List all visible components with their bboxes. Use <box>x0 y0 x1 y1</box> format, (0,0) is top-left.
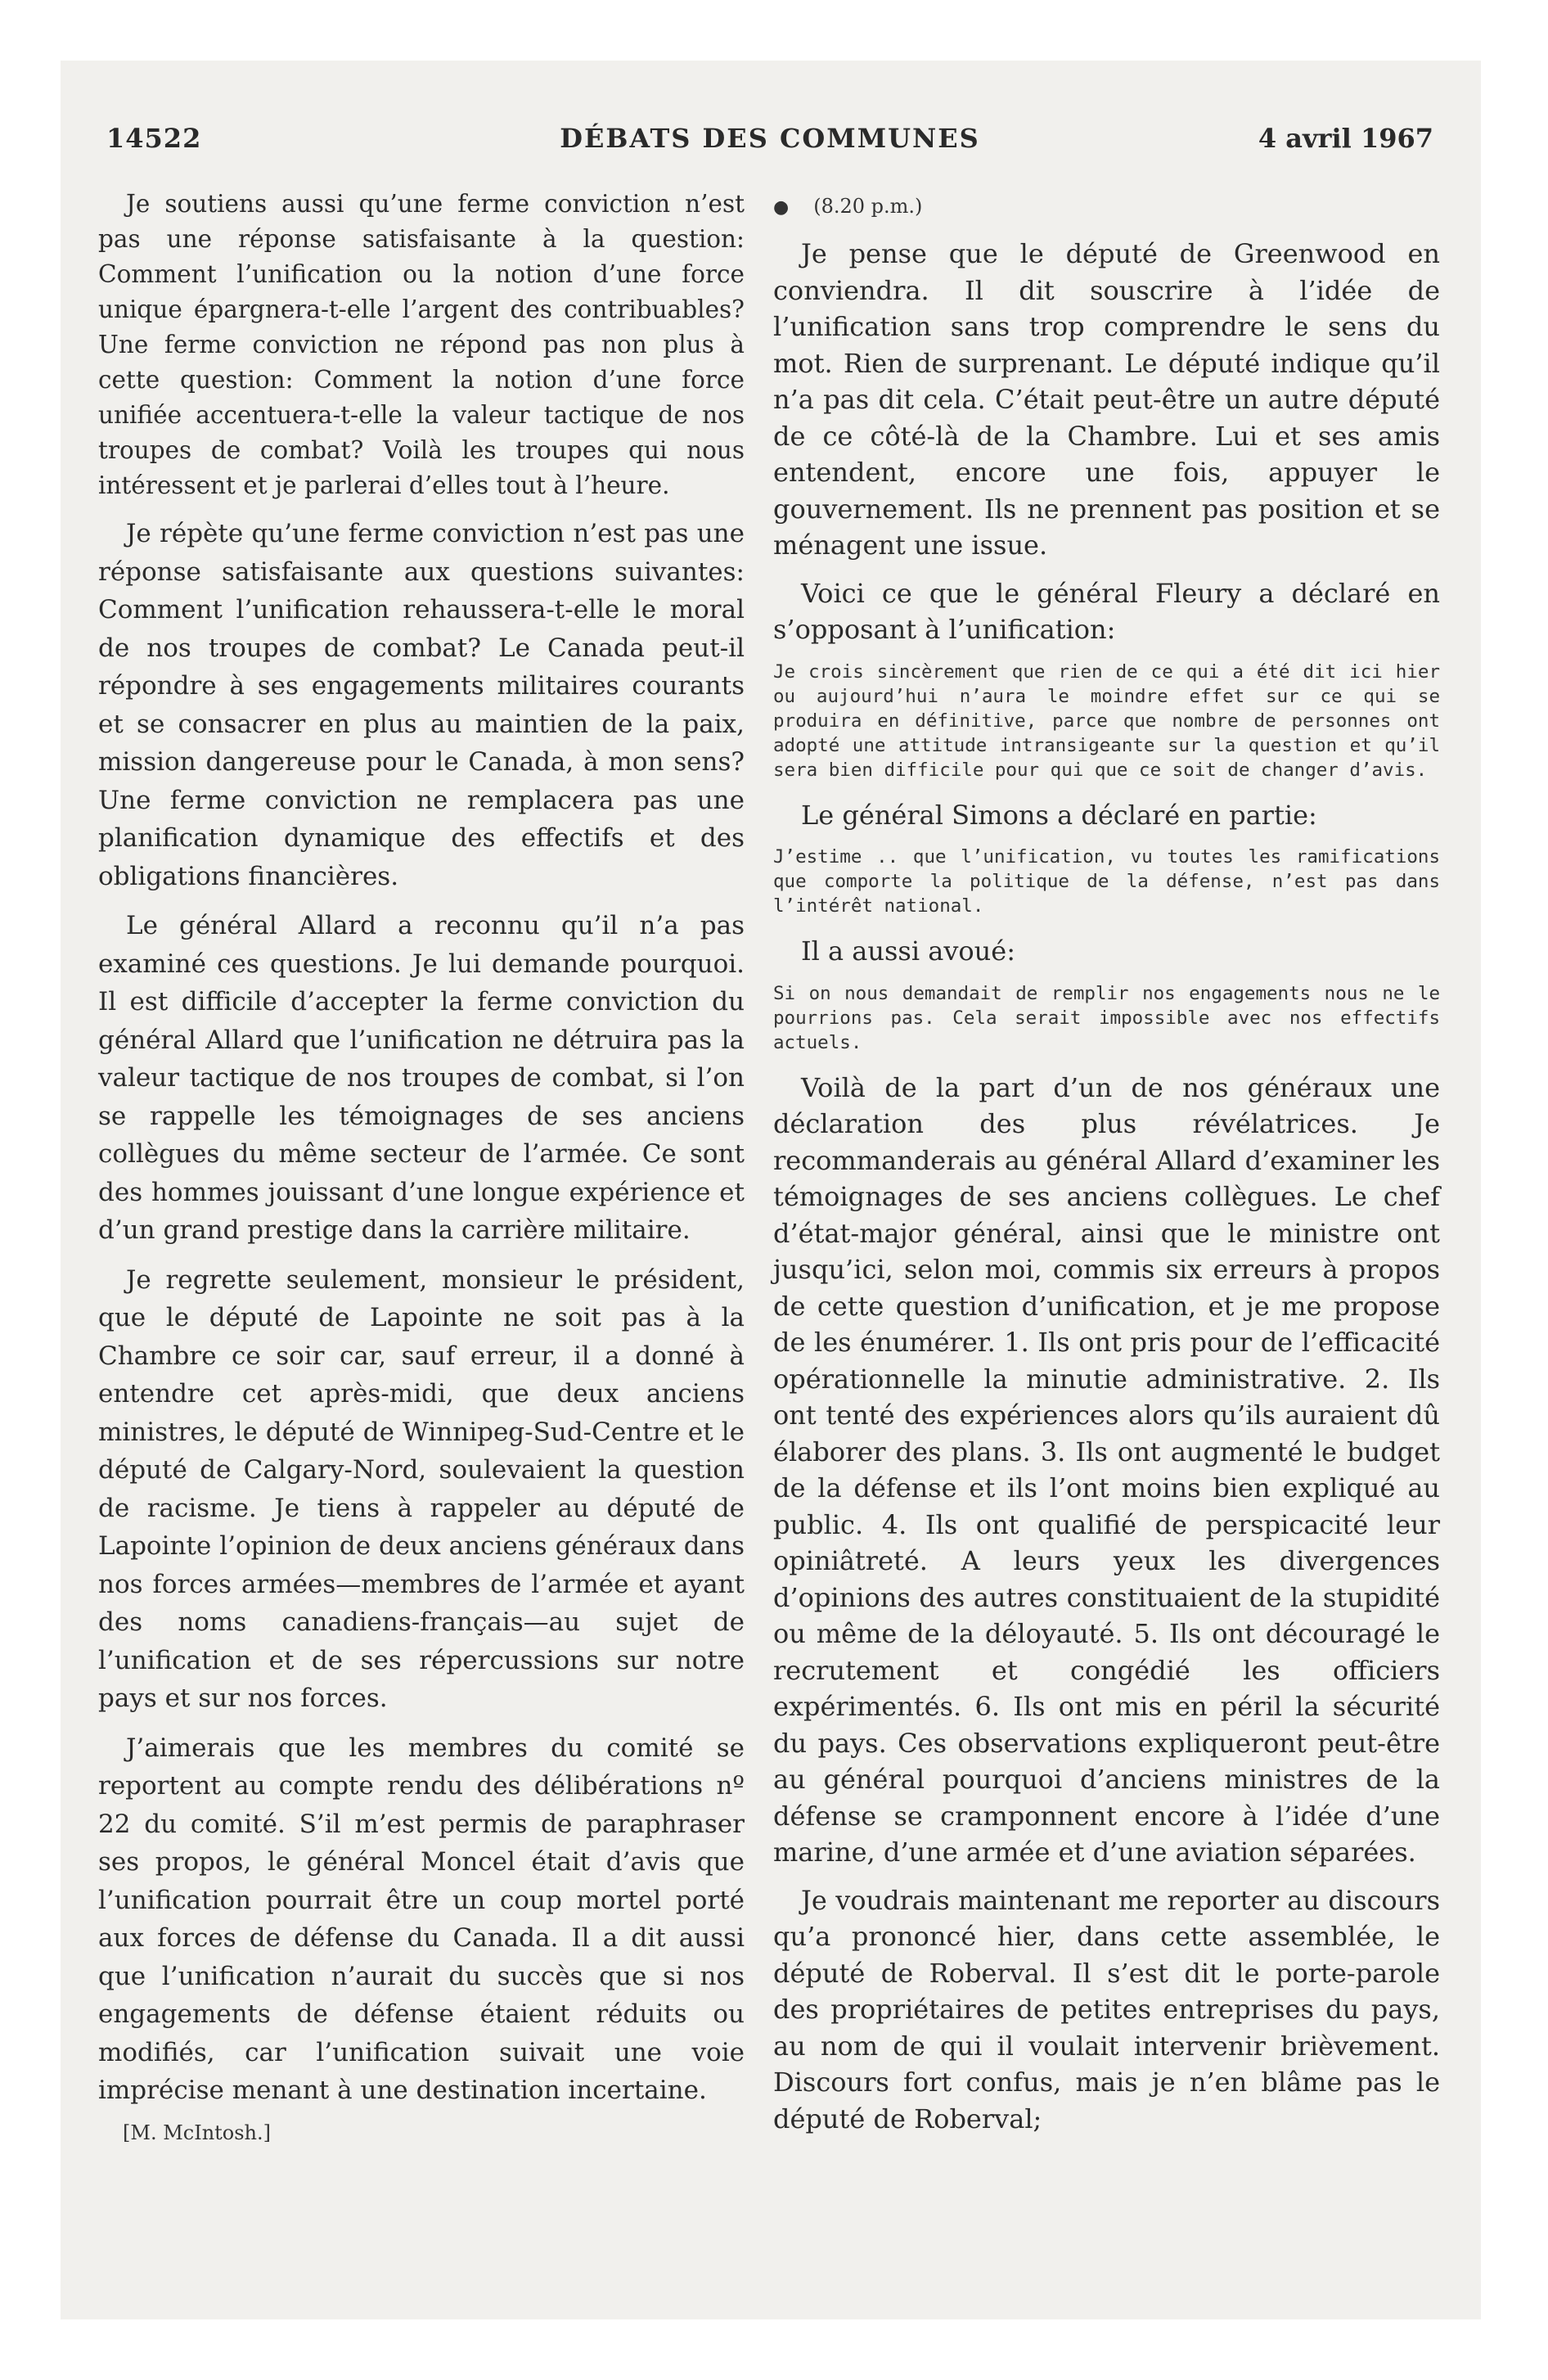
paragraph: Voici ce que le général Fleury a déclaré en s’opposant à l’unification: <box>773 577 1440 645</box>
page-number: 14522 <box>106 123 202 154</box>
paragraph: Voilà de la part d’un de nos généraux une déclaration des plus révélatrices. Je recommanderais au général Allard d’examiner les témoignages de ses anciens collègues. Le chef d’état-major général, ainsi que le ministre ont jusqu’ici, selon moi, commis six erreurs à propos de cette question d’unification, et je me propose de les énumérer. 1. Ils ont pris pour de l’efficacité opérationnelle la minutie administrative. 2. Ils ont tenté des expériences alors qu’ils auraient dû élaborer des plans. 3. Ils ont augmenté le budget de la défense et ils l’ont moins bien expliqué au public. 4. Ils ont qualifié de perspicacité leur opiniâtreté. A leurs yeux les divergences d’opinions des autres constituaient de la stupidité ou même de la déloyauté. 5. Ils ont découragé le recrutement et congédié les officiers expérimentés. 6. Ils ont mis en péril la sécurité du pays. Ces observations expliqueront peut-être au général pourquoi d’anciens ministres de la défense se cramponnent encore à l’idée d’une marine, d’une armée et d’une aviation séparées. <box>773 1071 1440 1868</box>
quotation: Si on nous demandait de remplir nos engagements nous ne le pourrions pas. Cela serait impossible avec nos effectifs actuels. <box>773 982 1440 1053</box>
publication-title: DÉBATS DES COMMUNES <box>560 123 980 154</box>
speaker-attribution: [M. McIntosh.] <box>123 2121 272 2144</box>
paragraph: Je voudrais maintenant me reporter au discours qu’a prononcé hier, dans cette assemblée, le député de Roberval. Il s’est dit le porte-parole des propriétaires de petites entreprises du pays, au nom de qui il voulait intervenir brièvement. Discours fort confus, mais je n’en blâme pas le député de Roberval; <box>773 1884 1440 2134</box>
paragraph: Je répète qu’une ferme conviction n’est pas une réponse satisfaisante aux questions suivantes: Comment l’unification rehaussera-t-elle le moral de nos troupes de combat? Le Canada peut-il répondre à ses engagements militaires courants et se consacrer en plus au maintien de la paix, mission dangereuse pour le Canada, à mon sens? Une ferme conviction ne remplacera pas une planification dynamique des effectifs et des obligations financières. <box>98 519 745 891</box>
paragraph: Il a aussi avoué: <box>801 935 1015 967</box>
page-header <box>106 123 1433 164</box>
quotation: J’estime .. que l’unification, vu toutes les ramifications que comporte la politique de la défense, n’est pas dans l’intérêt national. <box>773 846 1440 917</box>
paragraph: J’aimerais que les membres du comité se reportent au compte rendu des délibérations nº 22 du comité. S’il m’est permis de paraphraser ses propos, le général Moncel était d’avis que l’unification pourrait être un coup mortel porté aux forces de défense du Canada. Il a dit aussi que l’unification n’aurait du succès que si nos engagements de défense étaient réduits ou modifiés, car l’unification suivait une voie imprécise menant à une destination incertaine. <box>98 1733 745 2105</box>
paragraph: Le général Allard a reconnu qu’il n’a pas examiné ces questions. Je lui demande pourquoi. Il est difficile d’accepter la ferme conviction du général Allard que l’unification ne détruira pas la valeur tactique de nos troupes de combat, si l’on se rappelle les témoignages de ses anciens collègues du même secteur de l’armée. Ce sont des hommes jouissant d’une longue expérience et d’un grand prestige dans la carrière militaire. <box>98 911 745 1245</box>
paragraph: Je soutiens aussi qu’une ferme conviction n’est pas une réponse satisfaisante à la question: Comment l’unification ou la notion d’une force unique épargnera-t-elle l’argent des contribuables? Une ferme conviction ne répond pas non plus à cette question: Comment la notion d’une force unifiée accentuera-t-elle la valeur tactique de nos troupes de combat? Voilà les troupes qui nous intéressent et je parlerai d’elles tout à l’heure. <box>98 190 745 499</box>
quotation: Je crois sincèrement que rien de ce qui a été dit ici hier ou aujourd’hui n’aura le moindre effet sur ce qui se produira en définitive, parce que nombre de personnes ont adopté une attitude intransigeante sur la question et qu’il sera bien difficile pour qui que ce soit de changer d’avis. <box>773 660 1440 781</box>
paragraph: Je regrette seulement, monsieur le président, que le député de Lapointe ne soit pas à la Chambre ce soir car, sauf erreur, il a donné à entendre cet après-midi, que deux anciens ministres, le député de Winnipeg-Sud-Centre et le député de Calgary-Nord, soulevaient la question de racisme. Je tiens à rappeler au député de Lapointe l’opinion de deux anciens généraux dans nos forces armées—membres de l’armée et ayant des noms canadiens-français—au sujet de l’unification et de ses répercussions sur notre pays et sur nos forces. <box>98 1264 745 1713</box>
right-column <box>773 187 1440 2148</box>
bullet-icon: ● <box>773 197 790 218</box>
paragraph: Le général Simons a déclaré en partie: <box>801 799 1317 831</box>
time-stamp-text: (8.20 p.m.) <box>813 195 923 218</box>
page-date: 4 avril 1967 <box>1258 123 1433 154</box>
paragraph: Je pense que le député de Greenwood en conviendra. Il dit souscrire à l’idée de l’unification sans trop comprendre le sens du mot. Rien de surprenant. Le député indique qu’il n’a pas dit cela. C’était peut-être un autre député de ce côté-là de la Chambre. Lui et ses amis entendent, encore une fois, appuyer le gouvernement. Ils ne prennent pas position et se ménagent une issue. <box>773 238 1440 561</box>
time-stamp <box>773 192 1440 223</box>
left-column <box>98 187 745 2144</box>
